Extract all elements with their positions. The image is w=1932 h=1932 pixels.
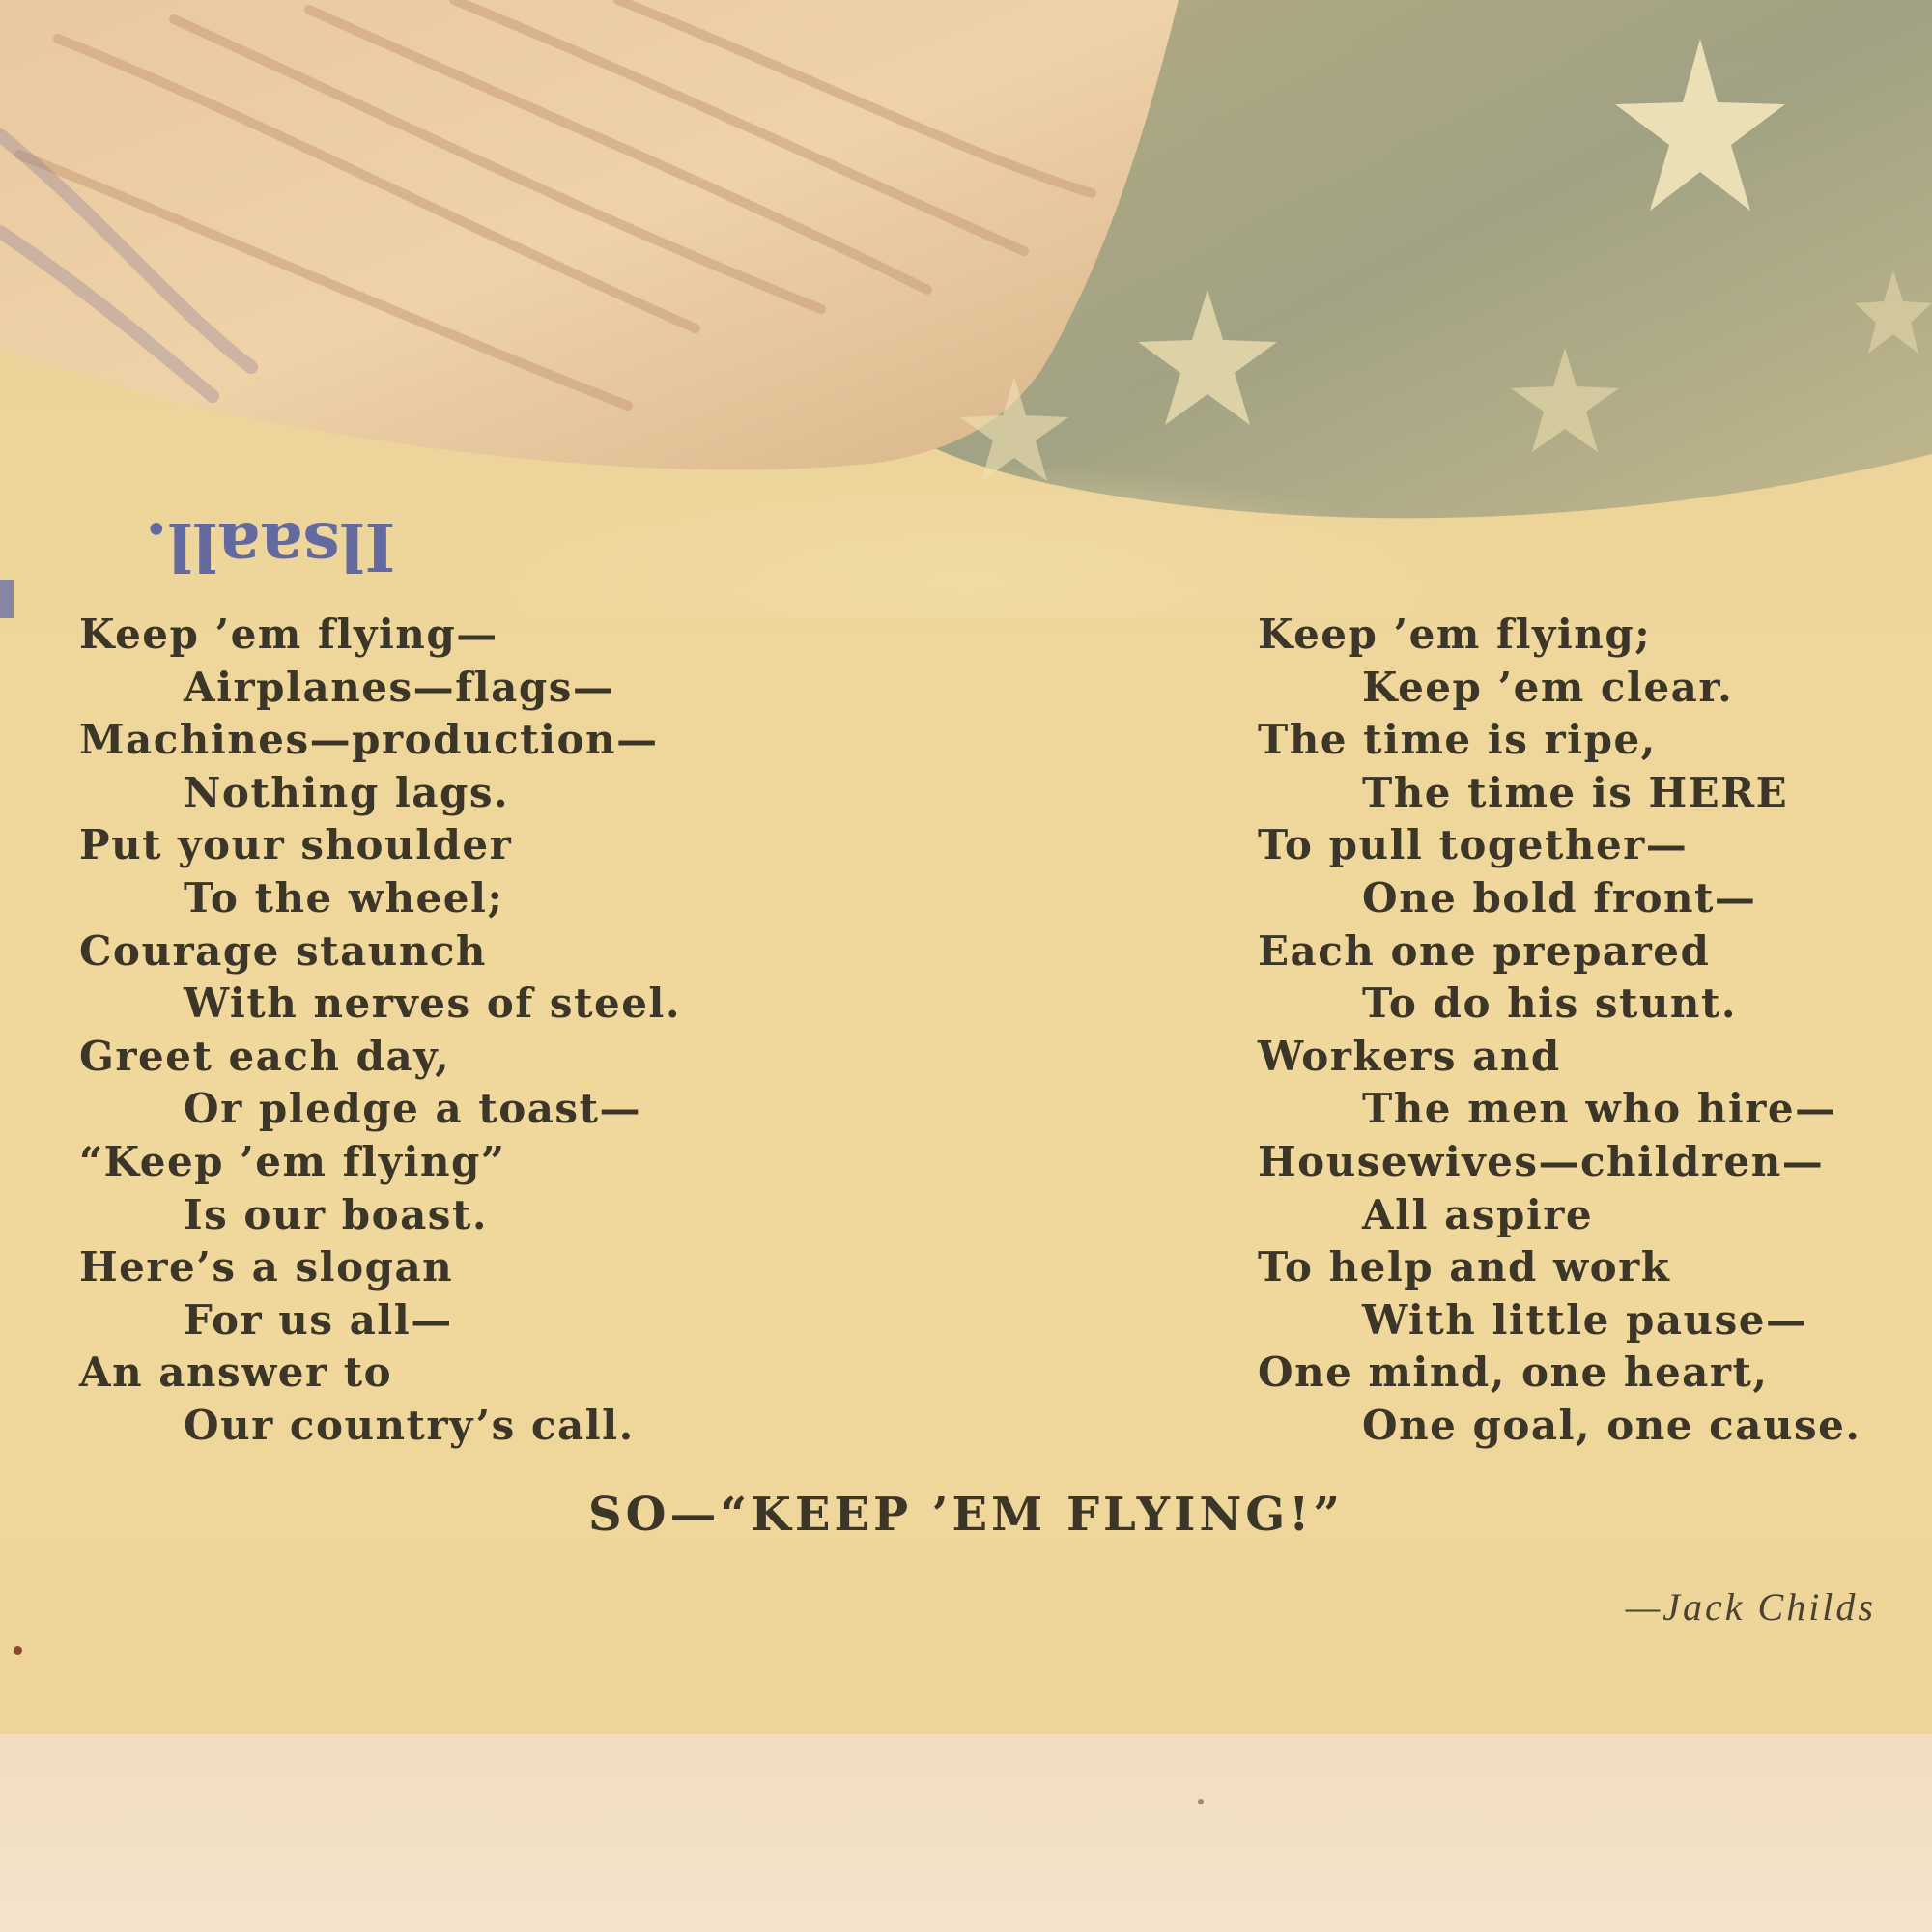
poem-line: Greet each day,: [79, 1032, 451, 1080]
poem-line: Our country’s call.: [184, 1401, 635, 1449]
artist-signature: Ilsaall.: [145, 507, 396, 584]
poem-line: Housewives—children—: [1258, 1137, 1825, 1185]
mat-speck: [1198, 1799, 1204, 1804]
poem-line: To do his stunt.: [1362, 980, 1737, 1028]
ink-spot: [14, 1646, 22, 1655]
poem-left-column: [79, 609, 681, 1453]
poem-line: Nothing lags.: [184, 768, 510, 816]
poem-line: Workers and: [1258, 1032, 1561, 1080]
poem-line: Machines—production—: [79, 716, 659, 764]
poem-line: To pull together—: [1258, 821, 1689, 869]
poem-line: With nerves of steel.: [184, 980, 681, 1028]
poem-right-column: [1258, 609, 1861, 1453]
poem-line: Or pledge a toast—: [184, 1085, 641, 1133]
poem-line: To the wheel;: [184, 873, 504, 922]
poem-refrain: SO—“KEEP ’EM FLYING!”: [588, 1488, 1344, 1542]
poem-line: The time is ripe,: [1258, 716, 1657, 764]
poem-line: Keep ’em clear.: [1362, 663, 1734, 711]
poem-author: —Jack Childs: [1625, 1585, 1876, 1629]
poem-line: The time is HERE: [1362, 768, 1789, 816]
poem-line: “Keep ’em flying”: [79, 1137, 506, 1185]
poem-line: An answer to: [79, 1349, 393, 1397]
poem-line: All aspire: [1362, 1190, 1594, 1238]
poem-line: For us all—: [184, 1295, 453, 1344]
poem-line: Courage staunch: [79, 926, 487, 975]
flag-drapery: [0, 0, 1179, 469]
poem-line: Each one prepared: [1258, 926, 1711, 975]
poem-line: One mind, one heart,: [1258, 1349, 1769, 1397]
poem-line: Put your shoulder: [79, 821, 513, 869]
poem-line: With little pause—: [1362, 1295, 1808, 1344]
poem-line: Keep ’em flying—: [79, 611, 498, 658]
poem-line: Airplanes—flags—: [184, 663, 615, 711]
poem-line: The men who hire—: [1362, 1085, 1837, 1133]
edge-stain: [0, 580, 14, 618]
poem-line: To help and work: [1258, 1243, 1671, 1292]
poem-line: Is our boast.: [184, 1190, 488, 1238]
poem-line: One bold front—: [1362, 873, 1757, 922]
mat-border: [0, 1734, 1932, 1932]
poem-line: Keep ’em flying;: [1258, 611, 1652, 658]
poem-line: One goal, one cause.: [1362, 1401, 1861, 1449]
poem-line: Here’s a slogan: [79, 1243, 454, 1292]
